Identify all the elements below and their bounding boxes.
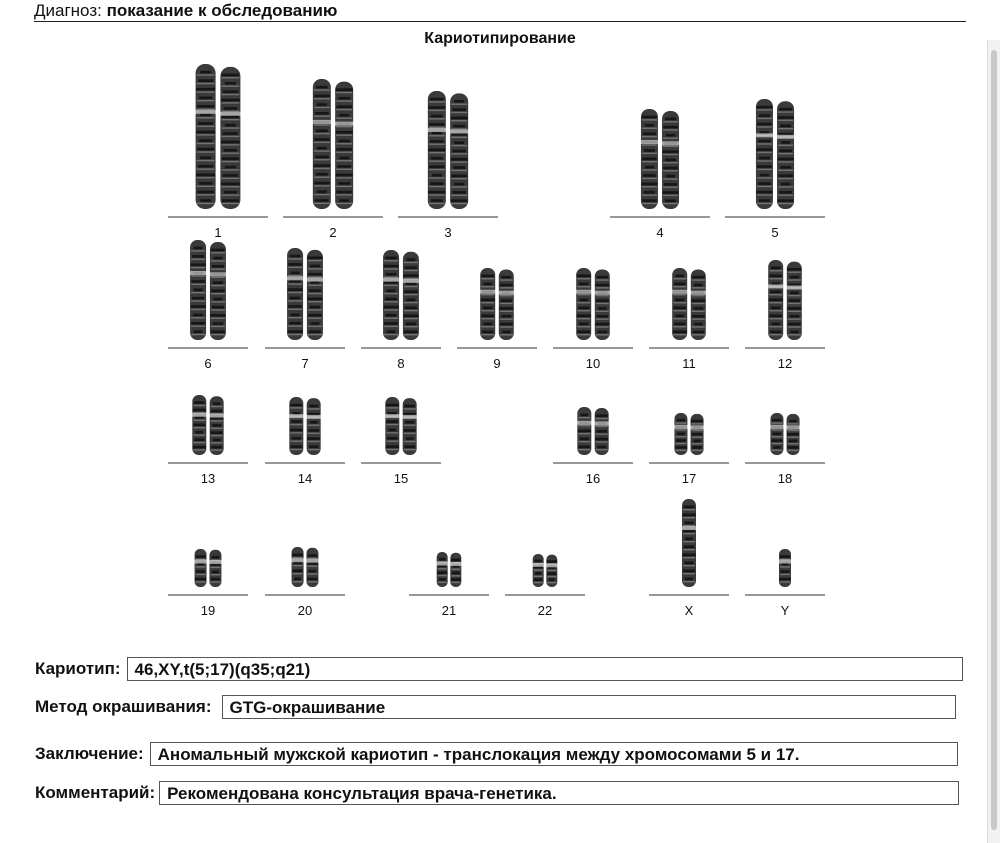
chromosome-label-4: 4 [656, 225, 664, 240]
chromosome-pair-20 [265, 547, 345, 618]
diagnosis-value: показание к обследованию [106, 1, 338, 20]
karyotype-label: Кариотип: [35, 659, 121, 678]
chromosome-pair-14 [265, 397, 345, 486]
chromosome-label-19: 19 [200, 603, 216, 618]
staining-label: Метод окрашивания: [35, 697, 212, 716]
chromosome-pair-2 [283, 79, 383, 240]
conclusion-row [35, 741, 958, 767]
karyotype-row [35, 656, 963, 682]
chromosome-label-2: 2 [329, 225, 337, 240]
karyogram-title: Кариотипирование [424, 30, 576, 47]
vertical-scrollbar[interactable] [987, 40, 1000, 843]
chromosome-label-7: 7 [301, 356, 309, 371]
conclusion-field: Аномальный мужской кариотип - транслокация между хромосомами 5 и 17. [150, 742, 958, 766]
chromosome-label-13: 13 [200, 471, 216, 486]
chromosome-pair-18 [745, 413, 825, 486]
chromosome-pair-22 [505, 554, 585, 618]
chromosome-label-Y: Y [780, 603, 790, 618]
conclusion-label: Заключение: [35, 744, 144, 763]
chromosome-label-12: 12 [777, 356, 793, 371]
chromosome-label-9: 9 [493, 356, 501, 371]
chromosome-label-X: X [684, 603, 694, 618]
chromosome-pair-4 [610, 109, 710, 240]
chromosome-label-15: 15 [393, 471, 409, 486]
chromosome-label-10: 10 [585, 356, 601, 371]
chromosome-pair-10 [553, 268, 633, 371]
chromosome-pair-7 [265, 248, 345, 371]
comment-field: Рекомендована консультация врача-генетика. [159, 781, 959, 805]
chromosome-pair-6 [168, 240, 248, 371]
chromosome-label-17: 17 [681, 471, 697, 486]
comment-label: Комментарий: [35, 783, 156, 802]
karyotype-field: 46,XY,t(5;17)(q35;q21) [127, 657, 963, 681]
chromosome-pair-11 [649, 268, 729, 371]
chromosome-pair-19 [168, 549, 248, 618]
chromosome-pair-15 [361, 397, 441, 486]
chromosome-pair-21 [409, 552, 489, 618]
chromosome-pair-12 [745, 260, 825, 371]
chromosome-label-1: 1 [214, 225, 222, 240]
chromosome-label-20: 20 [297, 603, 313, 618]
staining-row [35, 694, 956, 720]
comment-row [35, 780, 959, 806]
chromosome-pair-13 [168, 395, 248, 486]
chromosome-label-6: 6 [204, 356, 212, 371]
chromosome-pair-5 [725, 99, 825, 240]
chromosome-label-8: 8 [397, 356, 405, 371]
diagnosis-label: Диагноз: [34, 1, 102, 20]
chromosome-pair-Y [745, 549, 825, 618]
chromosome-label-3: 3 [444, 225, 452, 240]
chromosome-pair-9 [457, 268, 537, 371]
chromosome-pair-8 [361, 250, 441, 371]
chromosome-label-11: 11 [682, 356, 696, 371]
chromosome-label-21: 21 [441, 603, 457, 618]
chromosome-pair-1 [168, 64, 268, 240]
chromosome-label-14: 14 [297, 471, 313, 486]
staining-field: GTG-окрашивание [222, 695, 956, 719]
chromosome-pair-17 [649, 413, 729, 486]
chromosome-pair-16 [553, 407, 633, 486]
chromosome-pair-3 [398, 91, 498, 240]
chromosome-label-18: 18 [777, 471, 793, 486]
scrollbar-thumb[interactable] [991, 50, 997, 830]
chromosome-label-5: 5 [771, 225, 779, 240]
chromosome-pair-X [649, 499, 729, 618]
chromosome-label-16: 16 [585, 471, 601, 486]
chromosome-label-22: 22 [537, 603, 553, 618]
